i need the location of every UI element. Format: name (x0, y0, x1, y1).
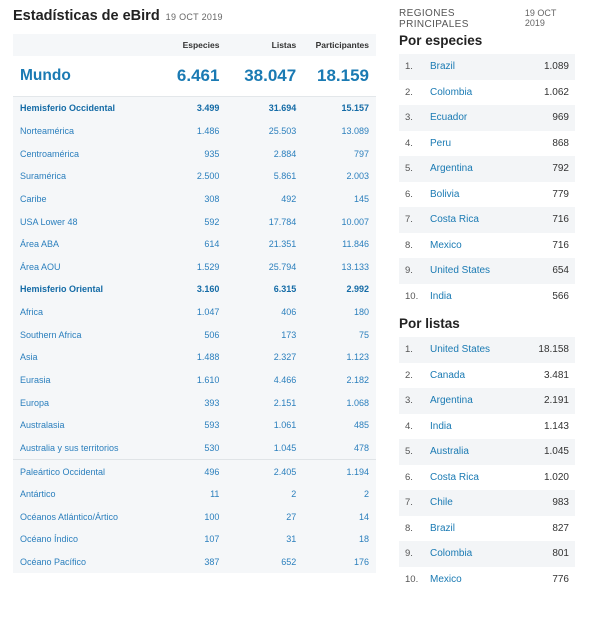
region-participants-count[interactable]: 2 (364, 489, 370, 500)
region-stat-row[interactable] (13, 97, 376, 120)
ebird-stats-panel (13, 8, 376, 573)
top-region-name-link[interactable]: United States (430, 265, 491, 277)
region-lists-count[interactable]: 25.503 (268, 125, 297, 136)
region-name-link[interactable]: USA Lower 48 (20, 216, 78, 227)
world-species[interactable]: 6.461 (176, 66, 220, 85)
top-region-name-link[interactable]: Costa Rica (430, 471, 479, 483)
top-region-value: 1.089 (543, 61, 569, 73)
top-region-rank: 2. (405, 369, 413, 381)
top-region-value: 654 (552, 265, 569, 277)
top-regions-panel (399, 8, 575, 592)
region-participants-count[interactable]: 1.194 (346, 466, 370, 477)
top-region-name-link[interactable]: Costa Rica (430, 214, 479, 226)
top-region-name-link[interactable]: Brazil (430, 522, 456, 534)
header-species: Especies (182, 40, 220, 50)
region-species-count[interactable]: 3.160 (196, 284, 220, 295)
region-lists-count[interactable]: 1.045 (273, 442, 297, 453)
top-region-row (399, 54, 575, 80)
top-region-row (399, 337, 575, 363)
region-participants-count[interactable]: 10.007 (341, 216, 370, 227)
region-name-link[interactable]: Océanos Atlántico/Ártico (20, 511, 119, 522)
top-region-value: 2.191 (543, 395, 569, 407)
top-region-name-link[interactable]: India (430, 420, 452, 432)
top-region-name-link[interactable]: Peru (430, 137, 452, 149)
region-participants-count[interactable]: 2.003 (346, 171, 370, 182)
top-region-row (399, 414, 575, 440)
top-region-rank: 5. (405, 163, 413, 175)
top-region-value: 1.143 (543, 420, 569, 432)
region-stat-row[interactable] (13, 278, 376, 301)
top-region-row (399, 567, 575, 593)
stats-table (13, 34, 376, 573)
top-region-name-link[interactable]: India (430, 290, 452, 302)
top-region-value: 1.020 (543, 471, 569, 483)
top-region-rank: 5. (405, 446, 413, 458)
top-region-rank: 8. (405, 522, 413, 534)
top-region-value: 3.481 (543, 369, 569, 381)
top-region-name-link[interactable]: Mexico (430, 239, 462, 251)
stats-table-header (13, 34, 376, 56)
region-lists-count[interactable]: 31.694 (268, 103, 297, 114)
region-stat-row[interactable] (13, 369, 376, 392)
region-participants-count[interactable]: 13.133 (341, 261, 370, 272)
region-participants-count[interactable]: 1.123 (346, 352, 370, 363)
region-species-count[interactable]: 935 (204, 148, 220, 159)
region-stat-row[interactable] (13, 142, 376, 165)
region-name-link[interactable]: Eurasia (20, 375, 51, 385)
region-species-count[interactable]: 1.047 (196, 307, 220, 318)
region-participants-count[interactable]: 18 (359, 534, 370, 545)
region-lists-count[interactable]: 17.784 (268, 216, 297, 227)
top-region-rank: 3. (405, 395, 413, 407)
region-stat-row[interactable] (13, 483, 376, 506)
region-name-link[interactable]: Europa (20, 397, 50, 408)
regions-title: REGIONES PRINCIPALES (399, 8, 469, 30)
region-participants-count[interactable]: 145 (353, 193, 370, 204)
top-region-rank: 9. (405, 548, 413, 560)
world-participants[interactable]: 18.159 (317, 66, 370, 85)
top-region-value: 716 (552, 239, 569, 251)
top-region-row (399, 182, 575, 208)
by-species-list (399, 54, 575, 309)
top-region-row (399, 258, 575, 284)
region-species-count[interactable]: 100 (204, 511, 220, 522)
region-name-link[interactable]: Asia (20, 352, 38, 363)
region-stat-row[interactable] (13, 210, 376, 233)
region-participants-count[interactable]: 2.992 (346, 284, 370, 295)
by-species-title: Por especies (399, 32, 483, 48)
top-region-row (399, 541, 575, 567)
region-lists-count[interactable]: 2.884 (273, 148, 297, 159)
top-region-value: 18.158 (538, 344, 569, 356)
region-stat-row[interactable] (13, 165, 376, 188)
region-lists-count[interactable]: 6.315 (273, 284, 297, 295)
top-region-row (399, 465, 575, 491)
region-species-count[interactable]: 592 (204, 216, 220, 227)
top-region-rank: 6. (405, 188, 413, 200)
top-region-rank: 3. (405, 112, 413, 124)
region-name-link[interactable]: Australia y sus territorios (20, 442, 119, 453)
region-stat-row[interactable] (13, 233, 376, 256)
region-species-count[interactable]: 308 (204, 193, 220, 204)
region-stat-row[interactable] (13, 506, 376, 529)
region-stat-row[interactable] (13, 120, 376, 143)
top-region-name-link[interactable]: Argentina (430, 163, 473, 175)
region-species-count[interactable]: 1.488 (196, 352, 220, 363)
header-participants: Participantes (315, 40, 370, 50)
top-region-name-link[interactable]: Ecuador (430, 112, 468, 124)
region-participants-count[interactable]: 14 (359, 511, 370, 522)
region-species-count[interactable]: 530 (204, 442, 220, 453)
top-region-name-link[interactable]: Chile (430, 497, 453, 509)
top-region-row (399, 80, 575, 106)
world-row[interactable] (13, 56, 376, 97)
region-name-link[interactable]: Suramérica (20, 171, 67, 182)
region-stat-row[interactable] (13, 323, 376, 346)
by-lists-title: Por listas (399, 315, 460, 331)
top-region-rank: 1. (405, 344, 413, 356)
top-region-row (399, 207, 575, 233)
world-lists[interactable]: 38.047 (244, 66, 297, 85)
top-region-name-link[interactable]: Canada (430, 369, 466, 381)
region-name-link[interactable]: Océano Pacífico (20, 557, 87, 568)
region-lists-count[interactable]: 2.405 (273, 466, 297, 477)
region-participants-count[interactable]: 485 (353, 420, 370, 431)
top-region-value: 801 (552, 548, 569, 560)
region-name-link[interactable]: Norteamérica (20, 125, 75, 136)
region-species-count[interactable]: 393 (204, 397, 220, 408)
top-region-row (399, 284, 575, 310)
region-stat-row[interactable] (13, 255, 376, 278)
top-region-value: 1.045 (543, 446, 569, 458)
region-stat-row[interactable] (13, 391, 376, 414)
region-participants-count[interactable]: 75 (359, 329, 370, 340)
region-stat-row[interactable] (13, 414, 376, 437)
stats-date: 19 OCT 2019 (165, 12, 223, 22)
region-participants-count[interactable]: 180 (353, 307, 370, 318)
region-stat-row[interactable] (13, 437, 376, 460)
top-region-name-link[interactable]: Mexico (430, 573, 462, 585)
region-stat-row[interactable] (13, 551, 376, 574)
region-participants-count[interactable]: 2.182 (346, 375, 370, 385)
top-region-value: 716 (552, 214, 569, 226)
top-region-name-link[interactable]: Colombia (430, 86, 473, 98)
top-region-rank: 2. (405, 86, 413, 98)
region-lists-count[interactable]: 2 (291, 489, 297, 500)
region-lists-count[interactable]: 5.861 (273, 171, 297, 182)
top-region-rank: 10. (405, 573, 419, 585)
region-lists-count[interactable]: 27 (286, 511, 297, 522)
region-lists-count[interactable]: 492 (281, 193, 297, 204)
top-region-value: 969 (552, 112, 569, 124)
top-region-name-link[interactable]: Brazil (430, 61, 456, 73)
region-name-link[interactable]: Antártico (20, 489, 56, 500)
region-participants-count[interactable]: 478 (353, 442, 370, 453)
top-region-name-link[interactable]: Colombia (430, 548, 473, 560)
region-name-link[interactable]: Paleártico Occidental (20, 466, 106, 477)
region-lists-count[interactable]: 25.794 (268, 261, 297, 272)
region-stat-row[interactable] (13, 188, 376, 211)
region-name-link[interactable]: Centroamérica (20, 148, 80, 159)
stats-title-row (13, 8, 376, 26)
region-participants-count[interactable]: 13.089 (341, 125, 370, 136)
top-region-value: 868 (552, 137, 569, 149)
top-region-row (399, 156, 575, 182)
region-lists-count[interactable]: 406 (281, 307, 297, 318)
region-species-count[interactable]: 3.499 (196, 103, 220, 114)
top-region-row (399, 439, 575, 465)
region-species-count[interactable]: 2.500 (196, 171, 220, 182)
region-species-count[interactable]: 593 (204, 420, 220, 431)
regions-date: 19 OCT 2019 (524, 8, 557, 28)
top-region-row (399, 233, 575, 259)
top-region-value: 776 (552, 573, 569, 585)
region-species-count[interactable]: 1.610 (196, 375, 220, 385)
top-region-rank: 8. (405, 239, 413, 251)
header-lists: Listas (271, 40, 297, 50)
region-lists-count[interactable]: 4.466 (273, 375, 297, 385)
region-name-link[interactable]: Hemisferio Occidental (20, 103, 116, 114)
region-participants-count[interactable]: 11.846 (342, 239, 370, 250)
region-species-count[interactable]: 107 (204, 534, 220, 545)
top-region-value: 827 (552, 522, 569, 534)
top-region-rank: 6. (405, 471, 413, 483)
top-region-rank: 4. (405, 420, 413, 432)
top-region-rank: 7. (405, 497, 413, 509)
top-region-value: 1.062 (543, 86, 569, 98)
region-species-count[interactable]: 387 (204, 557, 220, 568)
top-region-row (399, 363, 575, 389)
top-region-row (399, 490, 575, 516)
region-participants-count[interactable]: 15.157 (341, 103, 370, 114)
top-region-row (399, 516, 575, 542)
regions-title-row (399, 8, 575, 30)
top-region-value: 566 (552, 290, 569, 302)
region-stat-row[interactable] (13, 301, 376, 324)
top-region-row (399, 388, 575, 414)
top-region-name-link[interactable]: Bolivia (430, 188, 460, 200)
top-region-name-link[interactable]: Australia (430, 446, 469, 458)
region-species-count[interactable]: 496 (204, 466, 220, 477)
region-stats-list (13, 97, 376, 573)
region-participants-count[interactable]: 176 (353, 557, 370, 568)
world-name[interactable]: Mundo (20, 67, 71, 84)
region-name-link[interactable]: Africa (20, 307, 44, 318)
top-region-rank: 9. (405, 265, 413, 277)
region-lists-count[interactable]: 1.061 (273, 420, 297, 431)
region-stat-row[interactable] (13, 528, 376, 551)
region-name-link[interactable]: Área ABA (20, 239, 60, 250)
top-region-name-link[interactable]: Argentina (430, 395, 473, 407)
top-region-name-link[interactable]: United States (430, 344, 491, 356)
top-region-row (399, 105, 575, 131)
top-region-value: 779 (552, 188, 569, 200)
top-region-rank: 4. (405, 137, 413, 149)
region-name-link[interactable]: Océano Índico (20, 534, 79, 545)
region-name-link[interactable]: Área AOU (20, 261, 61, 272)
region-species-count[interactable]: 1.529 (196, 261, 220, 272)
top-region-value: 792 (552, 163, 569, 175)
region-lists-count[interactable]: 2.327 (273, 352, 297, 363)
region-lists-count[interactable]: 31 (286, 534, 297, 545)
region-stat-row[interactable] (13, 459, 376, 483)
region-name-link[interactable]: Southern Africa (20, 329, 82, 340)
region-name-link[interactable]: Australasia (20, 420, 65, 431)
region-name-link[interactable]: Hemisferio Oriental (20, 284, 104, 295)
top-region-rank: 10. (405, 290, 419, 302)
stats-title: Estadísticas de eBird (13, 8, 160, 24)
region-name-link[interactable]: Caribe (20, 193, 47, 204)
region-species-count[interactable]: 11 (210, 489, 220, 500)
region-lists-count[interactable]: 2.151 (273, 397, 297, 408)
by-lists-list (399, 337, 575, 592)
region-species-count[interactable]: 614 (204, 239, 220, 250)
region-species-count[interactable]: 506 (204, 329, 220, 340)
region-lists-count[interactable]: 21.351 (268, 239, 297, 250)
region-stat-row[interactable] (13, 346, 376, 369)
top-region-row (399, 131, 575, 157)
region-lists-count[interactable]: 173 (281, 329, 297, 340)
region-lists-count[interactable]: 652 (281, 557, 297, 568)
region-participants-count[interactable]: 797 (353, 148, 370, 159)
top-region-rank: 7. (405, 214, 413, 226)
region-participants-count[interactable]: 1.068 (346, 397, 370, 408)
top-region-value: 983 (552, 497, 569, 509)
region-species-count[interactable]: 1.486 (196, 125, 220, 136)
top-region-rank: 1. (405, 61, 413, 73)
